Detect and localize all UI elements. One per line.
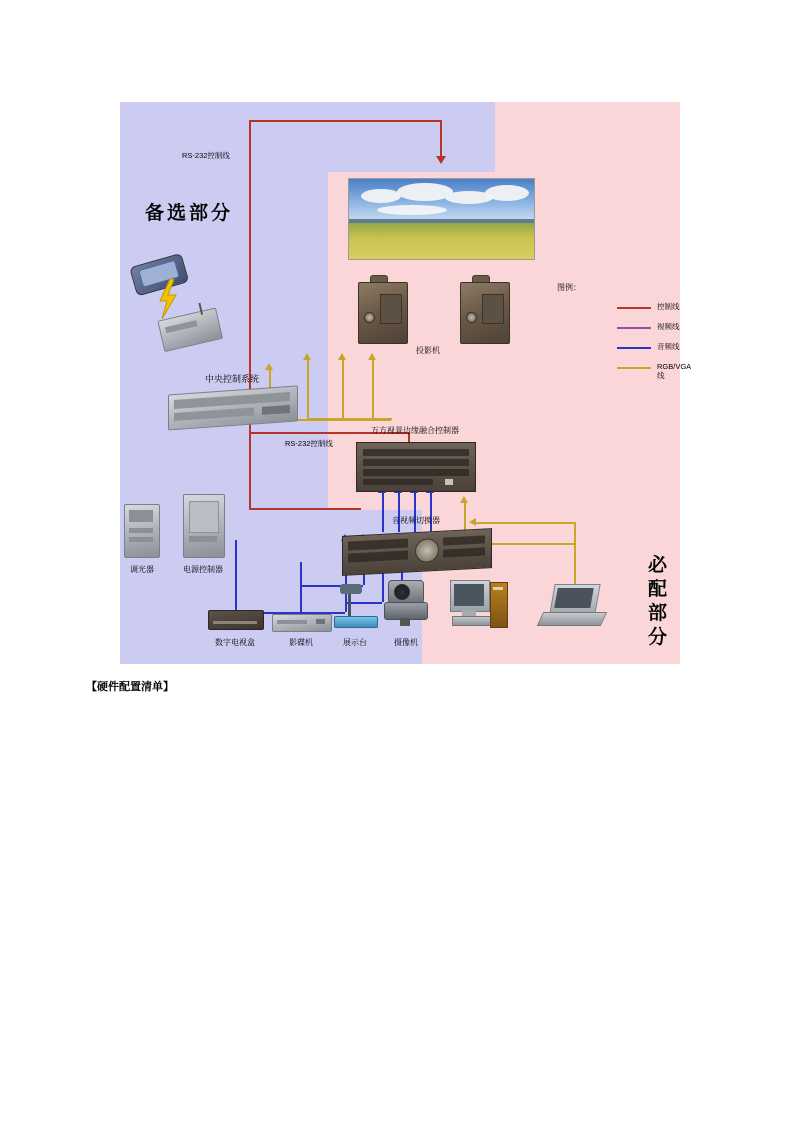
legend-swatch-audio: [617, 347, 651, 349]
power-controller-caption: 电源控制器: [183, 565, 223, 574]
projector-left-lens: [364, 312, 375, 323]
edge-blending-controller: [356, 442, 476, 492]
rgb-line-proj4-vert: [372, 360, 374, 418]
power-controller: [183, 494, 223, 556]
desktop-monitor-screen: [454, 584, 484, 606]
video-camera: [382, 580, 430, 632]
switcher-knob: [415, 538, 439, 563]
wireless-signal-icon: [158, 279, 178, 319]
dvd-player-display: [316, 619, 325, 624]
projector-caption: 投影机: [416, 346, 440, 355]
projection-screen-image: [348, 178, 535, 260]
projector-right-lens: [466, 312, 477, 323]
desktop-tower-drive: [493, 587, 503, 590]
control-line-right-to-switcher: [249, 508, 361, 510]
document-camera: [332, 588, 378, 632]
projector-right-panel: [482, 294, 504, 324]
projector-right: [460, 282, 508, 342]
rgb-line-proj2-vert: [307, 360, 309, 418]
dvd-player-caption: 影碟机: [289, 638, 313, 647]
control-line-label-top: RS-232控制线: [182, 151, 230, 160]
rgb-arrow-proj1: [265, 363, 273, 370]
laptop-base: [537, 612, 608, 626]
system-topology-diagram: [120, 102, 692, 664]
digital-tv-box-caption: 数字电视盒: [215, 638, 255, 647]
switcher-slot-2: [348, 550, 408, 562]
rgb-switcher-feed-arrow: [460, 496, 468, 503]
blue-src-line-2-vert: [300, 562, 302, 614]
blender-slot-3: [363, 469, 469, 476]
screen-field: [349, 223, 534, 259]
dimmer-row-2: [129, 537, 153, 542]
blue-line-1: [382, 492, 384, 532]
av-switcher: [342, 528, 492, 576]
laptop-screen: [554, 588, 594, 608]
rgb-line-proj3-vert: [342, 360, 344, 418]
blue-line-2: [398, 492, 400, 532]
video-camera-stand: [400, 618, 410, 626]
blender-slot-1: [363, 449, 469, 456]
video-camera-caption: 摄像机: [394, 638, 418, 647]
required-section-label: 必配部分: [647, 555, 668, 648]
dimmer-display: [129, 510, 153, 522]
dvd-player-tray: [277, 620, 307, 624]
blue-line-4: [430, 492, 432, 532]
av-switcher-caption: 音视频切换器: [392, 516, 440, 525]
legend-swatch-rgb: [617, 367, 651, 369]
legend-title: 图例：: [557, 283, 581, 292]
control-line-horizontal-top: [249, 120, 441, 122]
legend-swatch-control: [617, 307, 651, 309]
control-line-vertical-left: [249, 120, 251, 398]
digital-tv-box: [208, 610, 262, 628]
laptop-computer: [540, 584, 602, 632]
switcher-slot-3: [443, 535, 485, 545]
legend-swatch-video: [617, 327, 651, 329]
rgb-arrow-proj4: [368, 353, 376, 360]
rgb-arrow-proj2: [303, 353, 311, 360]
legend-label-audio: 音频线: [657, 342, 680, 351]
power-controller-row: [189, 536, 217, 542]
blender-led: [445, 479, 453, 485]
blue-line-3: [414, 492, 416, 532]
video-camera-lens: [394, 584, 410, 600]
blue-src-line-1-vert: [235, 540, 237, 612]
dimmer: [124, 504, 158, 556]
digital-tv-box-slot: [213, 621, 257, 624]
document-camera-caption: 展示台: [343, 638, 367, 647]
desktop-keyboard: [452, 616, 492, 626]
document-camera-base: [334, 616, 378, 628]
projector-left-panel: [380, 294, 402, 324]
document-camera-head: [340, 584, 362, 594]
control-line-arrow-screen: [436, 156, 446, 164]
legend-label-rgb: RGB/VGA线: [657, 362, 692, 380]
cloud-5: [377, 205, 447, 215]
edge-blending-controller-caption: 万方视景边缘融合控制器: [371, 426, 459, 435]
control-line-label-lower: RS-232控制线: [285, 439, 333, 448]
dimmer-caption: 调光器: [130, 565, 154, 574]
dimmer-row-1: [129, 528, 153, 533]
blender-slot-4: [363, 479, 433, 485]
optional-section-label: 备选部分: [145, 203, 234, 224]
digital-tv-box-body: [208, 610, 264, 630]
dvd-player: [272, 614, 330, 630]
switcher-slot-4: [443, 547, 485, 557]
blender-slot-2: [363, 459, 469, 466]
rgb-line-proj-bus: [307, 418, 392, 420]
control-line-vertical-to-screen: [440, 120, 442, 158]
projector-left: [358, 282, 406, 342]
central-control-system-caption: 中央控制系统: [204, 374, 259, 384]
rgb-arrow-proj3: [338, 353, 346, 360]
switcher-slot-1: [348, 538, 408, 550]
legend-label-control: 控制线: [657, 302, 680, 311]
legend-label-video: 视频线: [657, 322, 680, 331]
power-controller-panel: [189, 501, 219, 533]
hardware-list-heading: 【硬件配置清单】: [86, 681, 174, 693]
cloud-1: [361, 189, 401, 203]
desktop-computer: [450, 576, 506, 638]
cloud-4: [485, 185, 529, 201]
